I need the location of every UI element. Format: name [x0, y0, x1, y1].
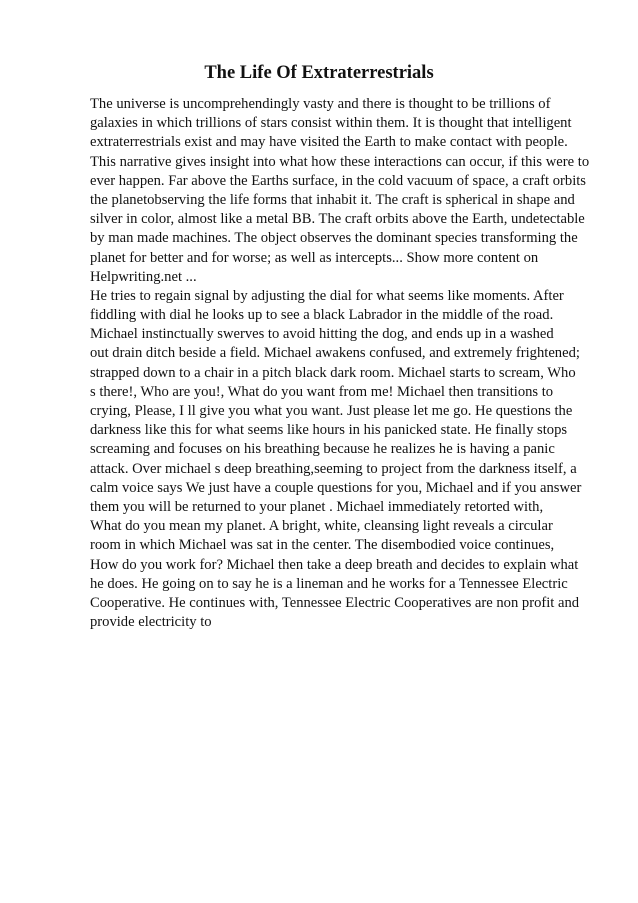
body-line: room in which Michael was sat in the center. The disembodied voice continues,	[90, 537, 555, 554]
body-line: calm voice says We just have a couple questions for you, Michael and if you answer	[90, 479, 582, 496]
body-line: The universe is uncomprehendingly vasty and there is thought to be trillions of	[90, 96, 551, 112]
body-line: the planetobserving the life forms that inhabit it. The craft is spherical in shape and	[90, 191, 575, 208]
body-line: screaming and focuses on his breathing because he realizes he is having a panic	[90, 441, 555, 458]
body-line: silver in color, almost like a metal BB. The craft orbits above the Earth, undetectable	[90, 211, 585, 228]
body-line: by man made machines. The object observes the dominant species transforming the	[90, 230, 578, 247]
body-line: them you will be returned to your planet . Michael immediately retorted with,	[90, 498, 544, 515]
body-line: galaxies in which trillions of stars consist within them. It is thought that intelligent	[90, 115, 572, 132]
body-line: he does. He going on to say he is a lineman and he works for a Tennessee Electric	[90, 575, 568, 592]
body-line: s there!, Who are you!, What do you want from me! Michael then transitions to	[90, 383, 554, 400]
body-line: Cooperative. He continues with, Tennessee Electric Cooperatives are non profit and	[90, 594, 580, 611]
body-line: He tries to regain signal by adjusting the dial for what seems like moments. After	[90, 287, 564, 304]
body-line: out drain ditch beside a field. Michael awakens confused, and extremely frightened;	[90, 345, 580, 362]
body-line: Michael instinctually swerves to avoid hitting the dog, and ends up in a washed	[90, 326, 554, 343]
body-line: This narrative gives insight into what how these interactions can occur, if this were to	[90, 153, 590, 170]
document-body	[90, 95, 600, 632]
body-line: ever happen. Far above the Earths surface, in the cold vacuum of space, a craft orbits	[90, 172, 586, 189]
body-line: attack. Over michael s deep breathing,seeming to project from the darkness itself, a	[90, 460, 577, 477]
document-title: The Life Of Extraterrestrials	[204, 63, 434, 83]
body-line: darkness like this for what seems like hours in his panicked state. He finally stops	[90, 422, 568, 439]
body-line: Helpwriting.net ...	[90, 268, 197, 285]
body-line: fiddling with dial he looks up to see a black Labrador in the middle of the road.	[90, 307, 554, 324]
body-line: What do you mean my planet. A bright, white, cleansing light reveals a circular	[90, 518, 553, 535]
body-line: crying, Please, I ll give you what you want. Just please let me go. He questions the	[90, 403, 573, 419]
body-line: extraterrestrials exist and may have visited the Earth to make contact with people.	[90, 134, 568, 151]
body-line: planet for better and for worse; as well as intercepts... Show more content on	[90, 249, 539, 266]
body-line: strapped down to a chair in a pitch black dark room. Michael starts to scream, Who	[90, 364, 576, 381]
body-line: How do you work for? Michael then take a deep breath and decides to explain what	[90, 556, 579, 573]
body-line: provide electricity to	[90, 614, 212, 631]
